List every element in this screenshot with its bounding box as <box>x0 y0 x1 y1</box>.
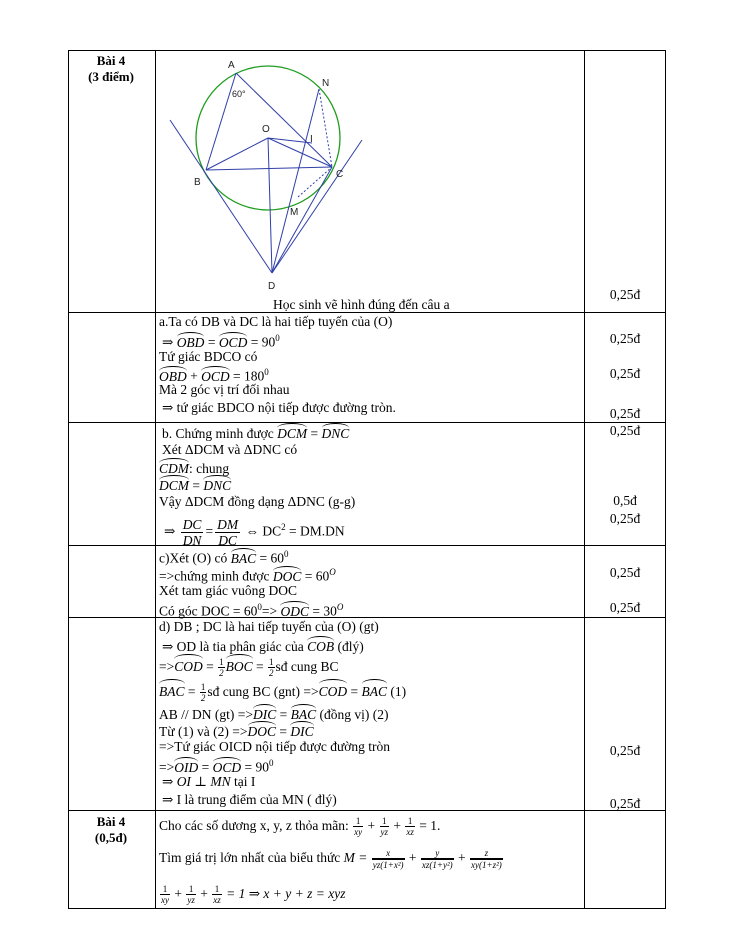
inequality-result: $\frac{1}{xy}$ + $\frac{1}{yz}$ + $\frac{1}{xz}$ = 1 ⇒ x + y + z = xyz <box>161 884 346 906</box>
expression-m: Tìm giá trị lớn nhất của biểu thức M = $\frac{x}{\text{yz(1+x²)}}$ + $\frac{y}{\text{xz(1+y²)}}$ + $\frac{z}{\text{xy(1+z²)}}$ <box>159 847 502 870</box>
problem-label <box>68 814 154 846</box>
part-c-line3: Xét tam giác vuông DOC <box>159 583 297 598</box>
table-border-right <box>665 50 666 909</box>
table-border-top <box>68 50 665 51</box>
figure-caption: Học sinh vẽ hình đúng đến câu a <box>273 297 450 312</box>
segment-ac <box>236 73 332 167</box>
part-b-line3: CDM: chung <box>159 458 229 477</box>
part-a-line3: Tứ giác BDCO có <box>159 349 258 364</box>
score: 0,25đ <box>609 565 641 580</box>
problem-title: Bài 4 <box>96 53 126 68</box>
part-c-line4: Có góc DOC = $60^0=>$ ODC = $30^O$ <box>159 602 344 619</box>
segment-ob <box>206 138 268 170</box>
label-d: D <box>268 281 276 292</box>
part-d-line8: =>OID = OCD = $90^0$ <box>159 758 274 775</box>
label-i: I <box>310 134 313 145</box>
label-m: M <box>290 207 299 218</box>
part-b-line6: ⇒ $\frac{DC}{DN}$ = $\frac{DM}{DC}$ ⇔ $DC^2 = DM.DN$ <box>164 516 345 548</box>
part-d-line3: =>COD = $\frac{1}{2}$ BOC = $\frac{1}{2}$ sđ cung BC <box>159 654 339 678</box>
score: 0,25đ <box>609 331 641 346</box>
label-a: A <box>228 60 235 71</box>
part-d-line6: Từ (1) và (2) =>DOC = DIC <box>159 721 314 740</box>
segment-od <box>268 138 272 273</box>
part-b-line1: b. Chứng minh được DCM = DNC <box>162 423 349 442</box>
problem-points: (3 điểm) <box>88 69 134 84</box>
label-n: N <box>322 78 330 89</box>
table-border-left <box>68 50 69 909</box>
score: 0,25đ <box>609 287 641 302</box>
score: 0,25đ <box>609 743 641 758</box>
part-b-line4: DCM = DNC <box>159 475 231 494</box>
score: 0,25đ <box>609 366 641 381</box>
part-a-line1: a.Ta có DB và DC là hai tiếp tuyến của (O) <box>159 314 393 329</box>
score: 0,25đ <box>609 796 641 811</box>
label-b: B <box>194 177 201 188</box>
label-60: 60° <box>232 89 246 99</box>
secant-dn <box>272 89 319 273</box>
part-a-line4: OBD + OCD = $180^0$ <box>159 367 269 384</box>
score: 0,25đ <box>609 600 641 615</box>
part-a-line6: ⇒ tứ giác BDCO nội tiếp được đường tròn. <box>162 400 396 415</box>
part-c-line2: =>chứng minh được DOC = $60^O$ <box>159 567 336 584</box>
score: 0,5đ <box>613 493 637 508</box>
part-d-line2: ⇒ OD là tia phân giác của COB (đlý) <box>162 636 364 655</box>
geometry-figure <box>156 52 416 302</box>
segment-ab <box>206 73 236 170</box>
part-b-line5: Vậy ΔDCM đồng dạng ΔDNC (g-g) <box>159 494 356 509</box>
label-c: C <box>336 169 344 180</box>
segment-dc-inner <box>272 167 332 273</box>
part-b-line2: Xét ΔDCM và ΔDNC có <box>162 442 298 457</box>
score: 0,25đ <box>609 406 641 421</box>
problem-label <box>68 53 154 85</box>
table-border-bottom <box>68 908 665 909</box>
part-d-line1: d) DB ; DC là hai tiếp tuyến của (O) (gt) <box>159 619 379 634</box>
score: 0,25đ <box>609 423 641 438</box>
tangent-db <box>170 120 272 273</box>
part-a-line5: Mà 2 góc vị trí đối nhau <box>159 382 290 397</box>
part-a-line2: ⇒ OBD = OCD = $90^0$ <box>162 333 280 350</box>
part-d-line10: ⇒ I là trung điểm của MN ( đlý) <box>162 792 337 807</box>
score: 0,25đ <box>609 511 641 526</box>
row-divider <box>68 422 665 423</box>
part-d-line4: BAC = $\frac{1}{2}$ sđ cung BC (gnt) =>COD = BAC (1) <box>159 679 406 703</box>
column-divider <box>584 50 585 909</box>
part-d-line7: =>Tứ giác OICD nội tiếp được đường tròn <box>159 739 391 754</box>
row-divider <box>68 810 665 811</box>
problem-title: Bài 4 <box>96 814 126 829</box>
part-d-line9: ⇒ OI ⊥ MN tại I <box>162 774 256 789</box>
part-d-line5: AB // DN (gt) =>DIC = BAC (đồng vị) (2) <box>159 704 388 723</box>
part-c-line1: c)Xét (O) có BAC = $60^0$ <box>159 549 289 566</box>
label-o: O <box>262 124 270 135</box>
problem-points: (0,5đ) <box>94 830 128 845</box>
row-divider <box>68 545 665 546</box>
inequality-given: Cho các số dương x, y, z thỏa mãn: $\frac{1}{xy}$ + $\frac{1}{yz}$ + $\frac{1}{xz}$ = 1. <box>159 816 441 838</box>
